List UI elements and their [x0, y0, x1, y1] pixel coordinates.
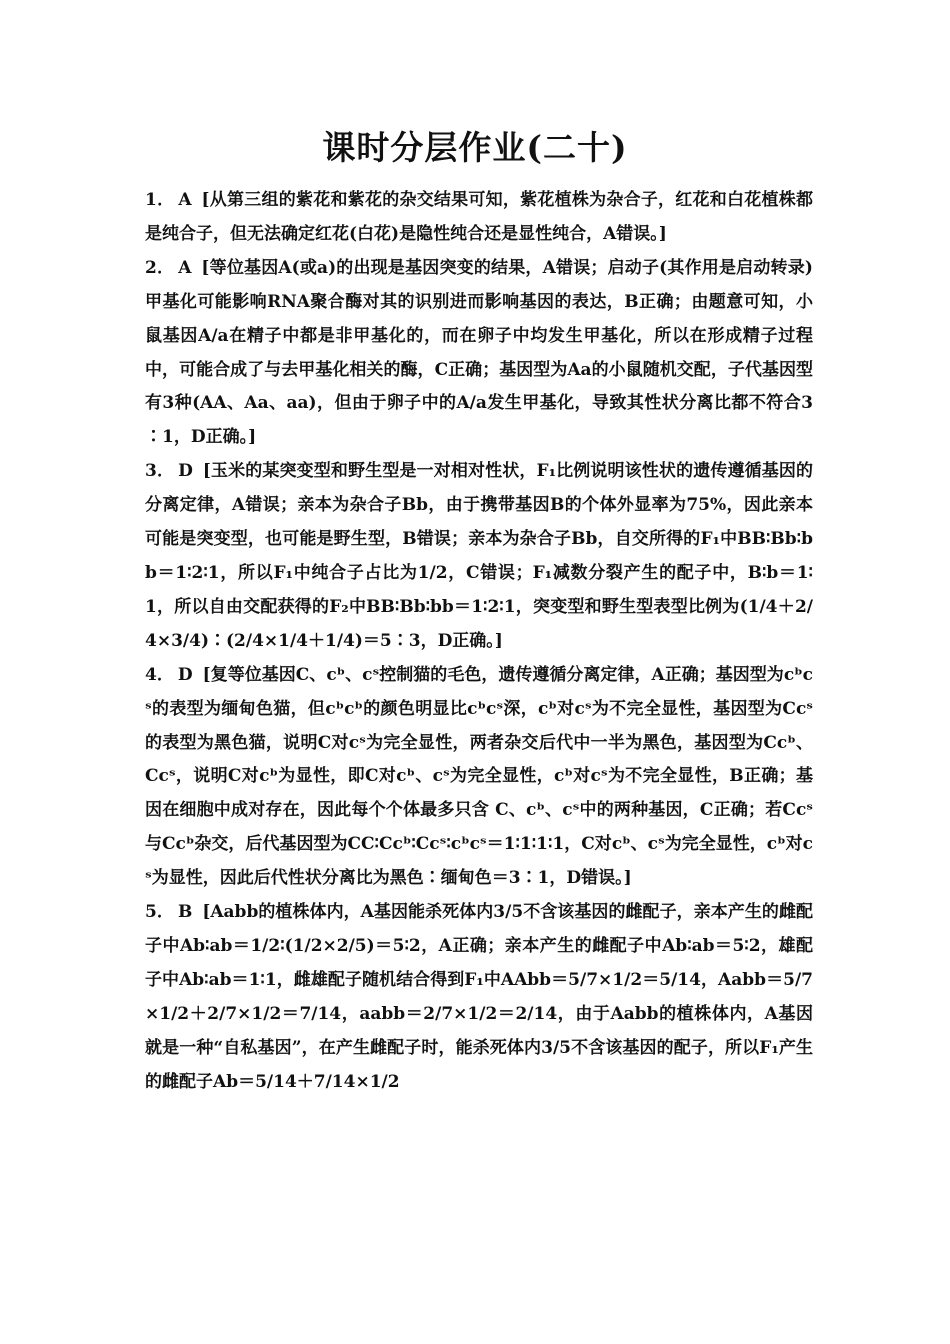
answer-item-1	[145, 184, 813, 252]
answer-item-2	[145, 252, 813, 455]
item-explanation: [玉米的某突变型和野生型是一对相对性状，F₁比例说明该性状的遗传遵循基因的分离定律，A错误；亲本为杂合子Bb，由于携带基因B的个体外显率为75%，因此亲本可能是突变型，也可能是野生型，B错误；亲本为杂合子Bb，自交所得的F₁中BB∶Bb∶bb＝1∶2∶1，所以F₁中纯合子占比为1/2，C错误；F₁减数分裂产生的配子中，B∶b＝1∶1，所以自由交配获得的F₂中BB∶Bb∶bb＝1∶2∶1，突变型和野生型表型比例为(1/4＋2/4×3/4)∶(2/4×1/4＋1/4)＝5∶3，D正确。]	[145, 461, 813, 651]
item-number: 1．	[145, 190, 175, 210]
answer-item-3	[145, 455, 813, 658]
item-explanation: [Aabb的植株体内，A基因能杀死体内3/5不含该基因的雌配子，亲本产生的雌配子中Ab∶ab＝1/2∶(1/2×2/5)＝5∶2，A正确；亲本产生的雌配子中Ab∶ab＝5∶2，雄配子中Ab∶ab＝1∶1，雌雄配子随机结合得到F₁中AAbb＝5/7×1/2＝5/14，Aabb＝5/7×1/2＋2/7×1/2＝7/14，aabb＝2/7×1/2＝2/14，由于Aabb的植株体内，A基因就是一种“自私基因”，在产生雌配子时，能杀死体内3/5不含该基因的配子，所以F₁产生的雌配子Ab＝5/14＋7/14×1/2	[145, 902, 813, 1092]
answer-item-5	[145, 896, 813, 1099]
item-explanation: [复等位基因C、cᵇ、cˢ控制猫的毛色，遗传遵循分离定律，A正确；基因型为cᵇcˢ的表型为缅甸色猫，但cᵇcᵇ的颜色明显比cᵇcˢ深，cᵇ对cˢ为不完全显性，基因型为Ccˢ的表型为黑色猫，说明C对cˢ为完全显性，两者杂交后代中一半为黑色，基因型为Ccᵇ、Ccˢ，说明C对cᵇ为显性，即C对cᵇ、cˢ为完全显性，cᵇ对cˢ为不完全显性，B正确；基因在细胞中成对存在，因此每个个体最多只含 C、cᵇ、cˢ中的两种基因，C正确；若Ccˢ与Ccᵇ杂交，后代基因型为CC∶Ccᵇ∶Ccˢ∶cᵇcˢ＝1∶1∶1∶1，C对cᵇ、cˢ为完全显性，cᵇ对cˢ为显性，因此后代性状分离比为黑色∶缅甸色＝3∶1，D错误。]	[145, 664, 813, 889]
item-answer: B	[177, 902, 193, 923]
item-number: 3．	[145, 461, 175, 482]
answer-list	[145, 184, 813, 1099]
item-explanation: [从第三组的紫花和紫花的杂交结果可知，紫花植株为杂合子，红花和白花植株都是纯合子，但无法确定红花(白花)是隐性纯合还是显性纯合，A错误。]	[145, 190, 813, 244]
item-explanation: [等位基因A(或a)的出现是基因突变的结果，A错误；启动子(其作用是启动转录)甲基化可能影响RNA聚合酶对其的识别进而影响基因的表达，B正确；由题意可知，小鼠基因A/a在精子中都是非甲基化的，而在卵子中均发生甲基化，所以在形成精子过程中，可能合成了与去甲基化相关的酶，C正确；基因型为Aa的小鼠随机交配，子代基因型有3种(AA、Aa、aa)，但由于卵子中的A/a发生甲基化，导致其性状分离比都不符合3∶1，D正确。]	[145, 257, 813, 448]
item-number: 2．	[145, 257, 175, 278]
item-number: 4．	[145, 664, 174, 685]
item-answer: D	[178, 461, 193, 482]
page-title: 课时分层作业(二十)	[322, 128, 628, 167]
item-answer: A	[178, 257, 192, 278]
item-answer: D	[177, 664, 193, 685]
item-answer: A	[178, 190, 192, 210]
answer-item-4	[145, 659, 813, 896]
item-number: 5．	[145, 902, 174, 923]
